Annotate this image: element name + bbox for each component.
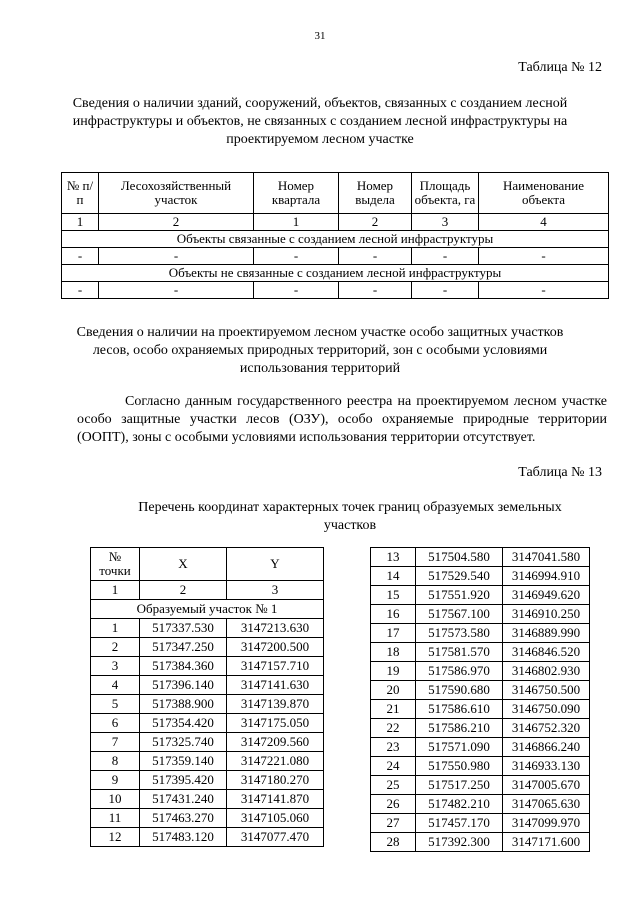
point-number: 22: [371, 719, 416, 738]
table-row: [62, 282, 609, 299]
point-number: 28: [371, 833, 416, 852]
point-number: 26: [371, 795, 416, 814]
buildings-table: [61, 172, 609, 299]
y-coordinate: 3147041.580: [503, 548, 590, 567]
table-row: [371, 719, 590, 738]
header-row: [62, 173, 609, 214]
x-coordinate: 517359.140: [140, 752, 227, 771]
cell: 4: [479, 214, 609, 231]
x-coordinate: 517482.210: [416, 795, 503, 814]
y-coordinate: 3146949.620: [503, 586, 590, 605]
table-row: [371, 605, 590, 624]
cell: -: [339, 282, 412, 299]
x-coordinate: 517573.580: [416, 624, 503, 643]
y-coordinate: 3146750.500: [503, 681, 590, 700]
x-coordinate: 517325.740: [140, 733, 227, 752]
y-coordinate: 3147005.670: [503, 776, 590, 795]
point-number: 2: [91, 638, 140, 657]
cell: 2: [140, 581, 227, 600]
y-coordinate: 3147180.270: [227, 771, 324, 790]
point-number: 9: [91, 771, 140, 790]
cell: -: [99, 282, 254, 299]
y-coordinate: 3147105.060: [227, 809, 324, 828]
table-row: [91, 733, 324, 752]
x-coordinate: 517431.240: [140, 790, 227, 809]
y-coordinate: 3146750.090: [503, 700, 590, 719]
x-coordinate: 517550.980: [416, 757, 503, 776]
cell: -: [62, 248, 99, 265]
point-number: 18: [371, 643, 416, 662]
point-number: 10: [91, 790, 140, 809]
x-coordinate: 517457.170: [416, 814, 503, 833]
y-coordinate: 3147065.630: [503, 795, 590, 814]
x-coordinate: 517590.680: [416, 681, 503, 700]
y-coordinate: 3146866.240: [503, 738, 590, 757]
numbering-row: [62, 214, 609, 231]
table-row: [91, 809, 324, 828]
col-area: Площадь объекта, га: [412, 173, 479, 214]
point-number: 11: [91, 809, 140, 828]
table12-label: Таблица № 12: [518, 60, 602, 75]
section-row: [62, 231, 609, 248]
y-coordinate: 3146752.320: [503, 719, 590, 738]
cell: 1: [254, 214, 339, 231]
y-coordinate: 3147141.630: [227, 676, 324, 695]
table-row: [371, 795, 590, 814]
table-row: [371, 833, 590, 852]
y-coordinate: 3147099.970: [503, 814, 590, 833]
x-coordinate: 517347.250: [140, 638, 227, 657]
table-row: [371, 662, 590, 681]
point-number: 20: [371, 681, 416, 700]
x-coordinate: 517392.300: [416, 833, 503, 852]
x-coordinate: 517586.210: [416, 719, 503, 738]
y-coordinate: 3147141.870: [227, 790, 324, 809]
point-number: 12: [91, 828, 140, 847]
col-allotment: Номер выдела: [339, 173, 412, 214]
y-coordinate: 3147077.470: [227, 828, 324, 847]
x-coordinate: 517463.270: [140, 809, 227, 828]
point-number: 4: [91, 676, 140, 695]
table-row: [91, 714, 324, 733]
point-number: 19: [371, 662, 416, 681]
cell: 3: [227, 581, 324, 600]
table-row: [91, 676, 324, 695]
section-title: Образуемый участок № 1: [91, 600, 324, 619]
cell: -: [254, 282, 339, 299]
point-number: 25: [371, 776, 416, 795]
y-coordinate: 3146846.520: [503, 643, 590, 662]
table-row: [371, 738, 590, 757]
table-row: [91, 638, 324, 657]
point-number: 23: [371, 738, 416, 757]
point-number: 24: [371, 757, 416, 776]
col-object-name: Наименование объекта: [479, 173, 609, 214]
x-coordinate: 517571.090: [416, 738, 503, 757]
table-row: [371, 681, 590, 700]
x-coordinate: 517581.570: [416, 643, 503, 662]
coordinates-table-right: [370, 547, 590, 852]
point-number: 27: [371, 814, 416, 833]
cell: 2: [339, 214, 412, 231]
y-coordinate: 3147213.630: [227, 619, 324, 638]
table-row: [371, 548, 590, 567]
col-point: № точки: [91, 548, 140, 581]
x-coordinate: 517395.420: [140, 771, 227, 790]
x-coordinate: 517586.970: [416, 662, 503, 681]
y-coordinate: 3146889.990: [503, 624, 590, 643]
x-coordinate: 517529.540: [416, 567, 503, 586]
table-row: [91, 657, 324, 676]
table-row: [371, 776, 590, 795]
point-number: 1: [91, 619, 140, 638]
coordinates-table-left: [90, 547, 324, 847]
table-row: [371, 757, 590, 776]
y-coordinate: 3147171.600: [503, 833, 590, 852]
x-coordinate: 517388.900: [140, 695, 227, 714]
table-row: [371, 624, 590, 643]
x-coordinate: 517551.920: [416, 586, 503, 605]
cell: -: [479, 248, 609, 265]
table-row: [371, 567, 590, 586]
y-coordinate: 3147200.500: [227, 638, 324, 657]
cell: 1: [91, 581, 140, 600]
y-coordinate: 3146933.130: [503, 757, 590, 776]
x-coordinate: 517337.530: [140, 619, 227, 638]
numbering-row: [91, 581, 324, 600]
col-num: № п/п: [62, 173, 99, 214]
left-rows: [91, 619, 324, 847]
table-row: [371, 586, 590, 605]
cell: 2: [99, 214, 254, 231]
y-coordinate: 3147209.560: [227, 733, 324, 752]
table-row: [62, 248, 609, 265]
cell: -: [479, 282, 609, 299]
cell: -: [339, 248, 412, 265]
right-rows: [371, 548, 590, 852]
section-title: Объекты связанные с созданием лесной инфраструктуры: [62, 231, 609, 248]
table13-label: Таблица № 13: [518, 465, 602, 480]
header-row: [91, 548, 324, 581]
table-row: [371, 643, 590, 662]
cell: 1: [62, 214, 99, 231]
col-y: Y: [227, 548, 324, 581]
y-coordinate: 3147139.870: [227, 695, 324, 714]
point-number: 6: [91, 714, 140, 733]
col-quarter: Номер квартала: [254, 173, 339, 214]
y-coordinate: 3146802.930: [503, 662, 590, 681]
page-number: 31: [314, 30, 326, 42]
cell: -: [412, 282, 479, 299]
table-row: [91, 619, 324, 638]
point-number: 21: [371, 700, 416, 719]
section-row: [62, 265, 609, 282]
point-number: 17: [371, 624, 416, 643]
x-coordinate: 517586.610: [416, 700, 503, 719]
point-number: 13: [371, 548, 416, 567]
table-row: [91, 695, 324, 714]
x-coordinate: 517483.120: [140, 828, 227, 847]
x-coordinate: 517504.580: [416, 548, 503, 567]
x-coordinate: 517517.250: [416, 776, 503, 795]
y-coordinate: 3146994.910: [503, 567, 590, 586]
y-coordinate: 3147221.080: [227, 752, 324, 771]
x-coordinate: 517396.140: [140, 676, 227, 695]
cell: -: [62, 282, 99, 299]
table-row: [91, 790, 324, 809]
y-coordinate: 3147175.050: [227, 714, 324, 733]
y-coordinate: 3147157.710: [227, 657, 324, 676]
table12-heading: Сведения о наличии зданий, сооружений, объектов, связанных с созданием лесной инфраструктуры и объектов, не связанных с созданием лесной инфраструктуры на проектируемом лесном участке: [72, 96, 568, 147]
point-number: 16: [371, 605, 416, 624]
section-row: [91, 600, 324, 619]
point-number: 7: [91, 733, 140, 752]
table-row: [91, 752, 324, 771]
protected-areas-heading: Сведения о наличии на проектируемом лесном участке особо защитных участков лесов, особо охраняемых природных территорий, зон с особыми условиями использования территорий: [76, 325, 564, 376]
cell: -: [99, 248, 254, 265]
x-coordinate: 517567.100: [416, 605, 503, 624]
cell: -: [412, 248, 479, 265]
table13-heading: Перечень координат характерных точек границ образуемых земельных участков: [138, 500, 562, 533]
table-row: [371, 814, 590, 833]
point-number: 3: [91, 657, 140, 676]
cell: 3: [412, 214, 479, 231]
table-row: [371, 700, 590, 719]
point-number: 15: [371, 586, 416, 605]
table-row: [91, 771, 324, 790]
col-forestry-site: Лесохозяйственный участок: [99, 173, 254, 214]
x-coordinate: 517384.360: [140, 657, 227, 676]
point-number: 5: [91, 695, 140, 714]
point-number: 14: [371, 567, 416, 586]
y-coordinate: 3146910.250: [503, 605, 590, 624]
protected-areas-paragraph: Согласно данным государственного реестра на проектируемом лесном участке особо защитные участки лесов (ОЗУ), особо охраняемые природные территории (ООПТ), зоны с особыми условиями использования территории отсутствует.: [77, 394, 607, 445]
col-x: X: [140, 548, 227, 581]
point-number: 8: [91, 752, 140, 771]
table-row: [91, 828, 324, 847]
x-coordinate: 517354.420: [140, 714, 227, 733]
section-title: Объекты не связанные с созданием лесной инфраструктуры: [62, 265, 609, 282]
cell: -: [254, 248, 339, 265]
